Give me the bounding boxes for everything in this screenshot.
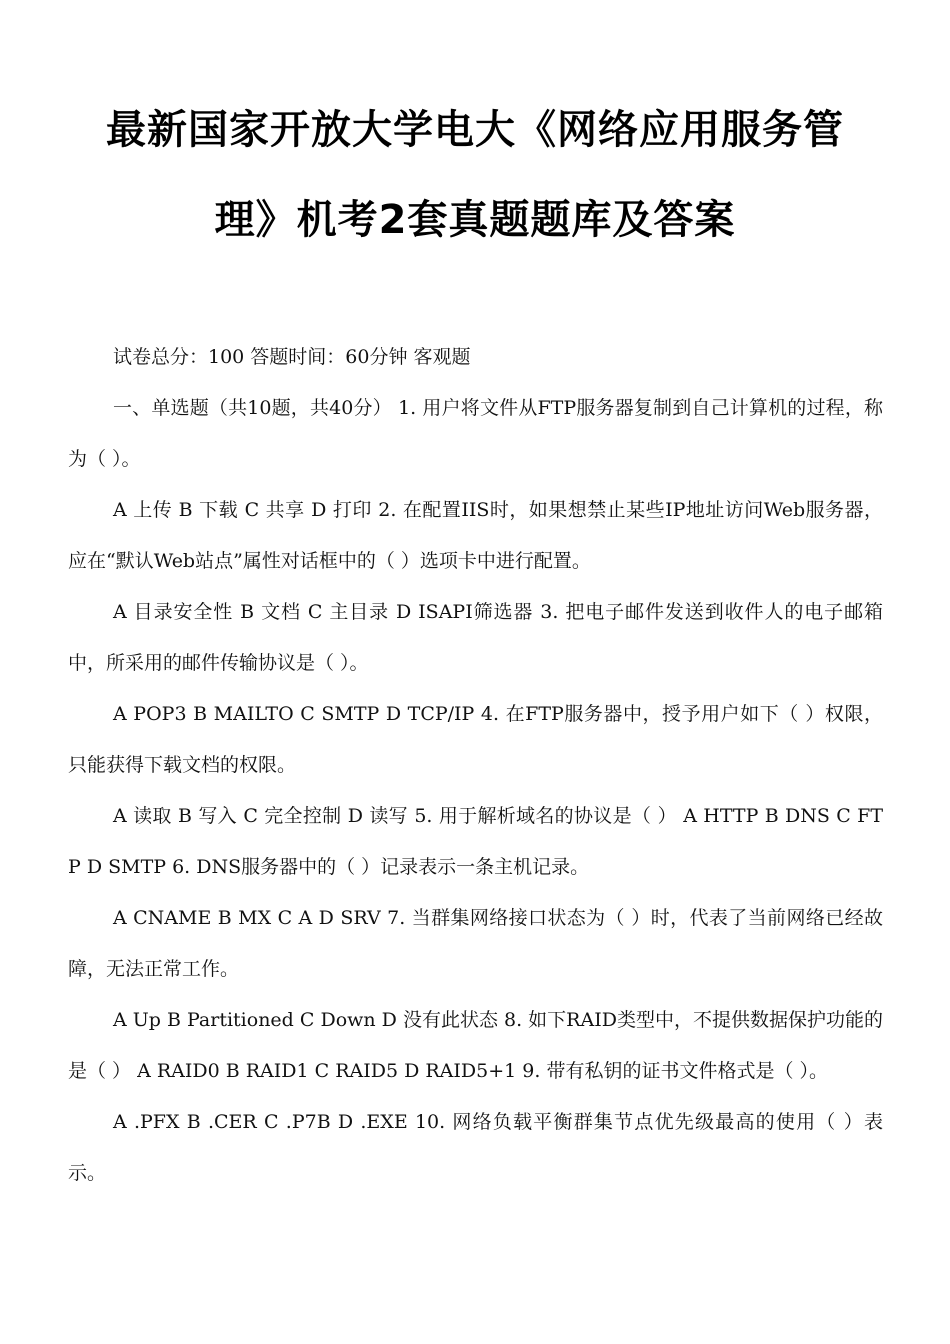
question-paragraph: A .PFX B .CER C .P7B D .EXE 10. 网络负载平衡群集节点优先级最高的使用（ ）表示。	[68, 1111, 883, 1184]
document-title-line-2: 理》机考2套真题题库及答案	[214, 197, 736, 243]
question-paragraph: A Up B Partitioned C Down D 没有此状态 8. 如下RAID类型中，不提供数据保护功能的是（ ） A RAID0 B RAID1 C RAID5 D RAID5+1 9. 带有私钥的证书文件格式是（ ）。	[68, 1009, 883, 1082]
document-title-line-1: 最新国家开放大学电大《网络应用服务管	[106, 107, 844, 153]
question-paragraph: A POP3 B MAILTO C SMTP D TCP/IP 4. 在FTP服务器中，授予用户如下（ ）权限，只能获得下载文档的权限。	[68, 703, 883, 776]
question-paragraph: A 目录安全性 B 文档 C 主目录 D ISAPI筛选器 3. 把电子邮件发送到收件人的电子邮箱中，所采用的邮件传输协议是（ ）。	[68, 601, 883, 674]
question-paragraph: 一、单选题（共10题，共40分） 1. 用户将文件从FTP服务器复制到自己计算机的过程，称为（ ）。	[68, 397, 883, 470]
question-paragraph: A CNAME B MX C A D SRV 7. 当群集网络接口状态为（ ）时，代表了当前网络已经故障，无法正常工作。	[68, 907, 883, 980]
question-paragraph: A 读取 B 写入 C 完全控制 D 读写 5. 用于解析域名的协议是（ ） A HTTP B DNS C FTP D SMTP 6. DNS服务器中的（ ）记录表示一条主机记录。	[68, 805, 883, 878]
document-body	[68, 332, 883, 1199]
question-paragraph: A 上传 B 下载 C 共享 D 打印 2. 在配置IIS时，如果想禁止某些IP地址访问Web服务器，应在“默认Web站点”属性对话框中的（ ）选项卡中进行配置。	[68, 499, 883, 572]
exam-info-paragraph: 试卷总分：100 答题时间：60分钟 客观题	[113, 346, 471, 368]
